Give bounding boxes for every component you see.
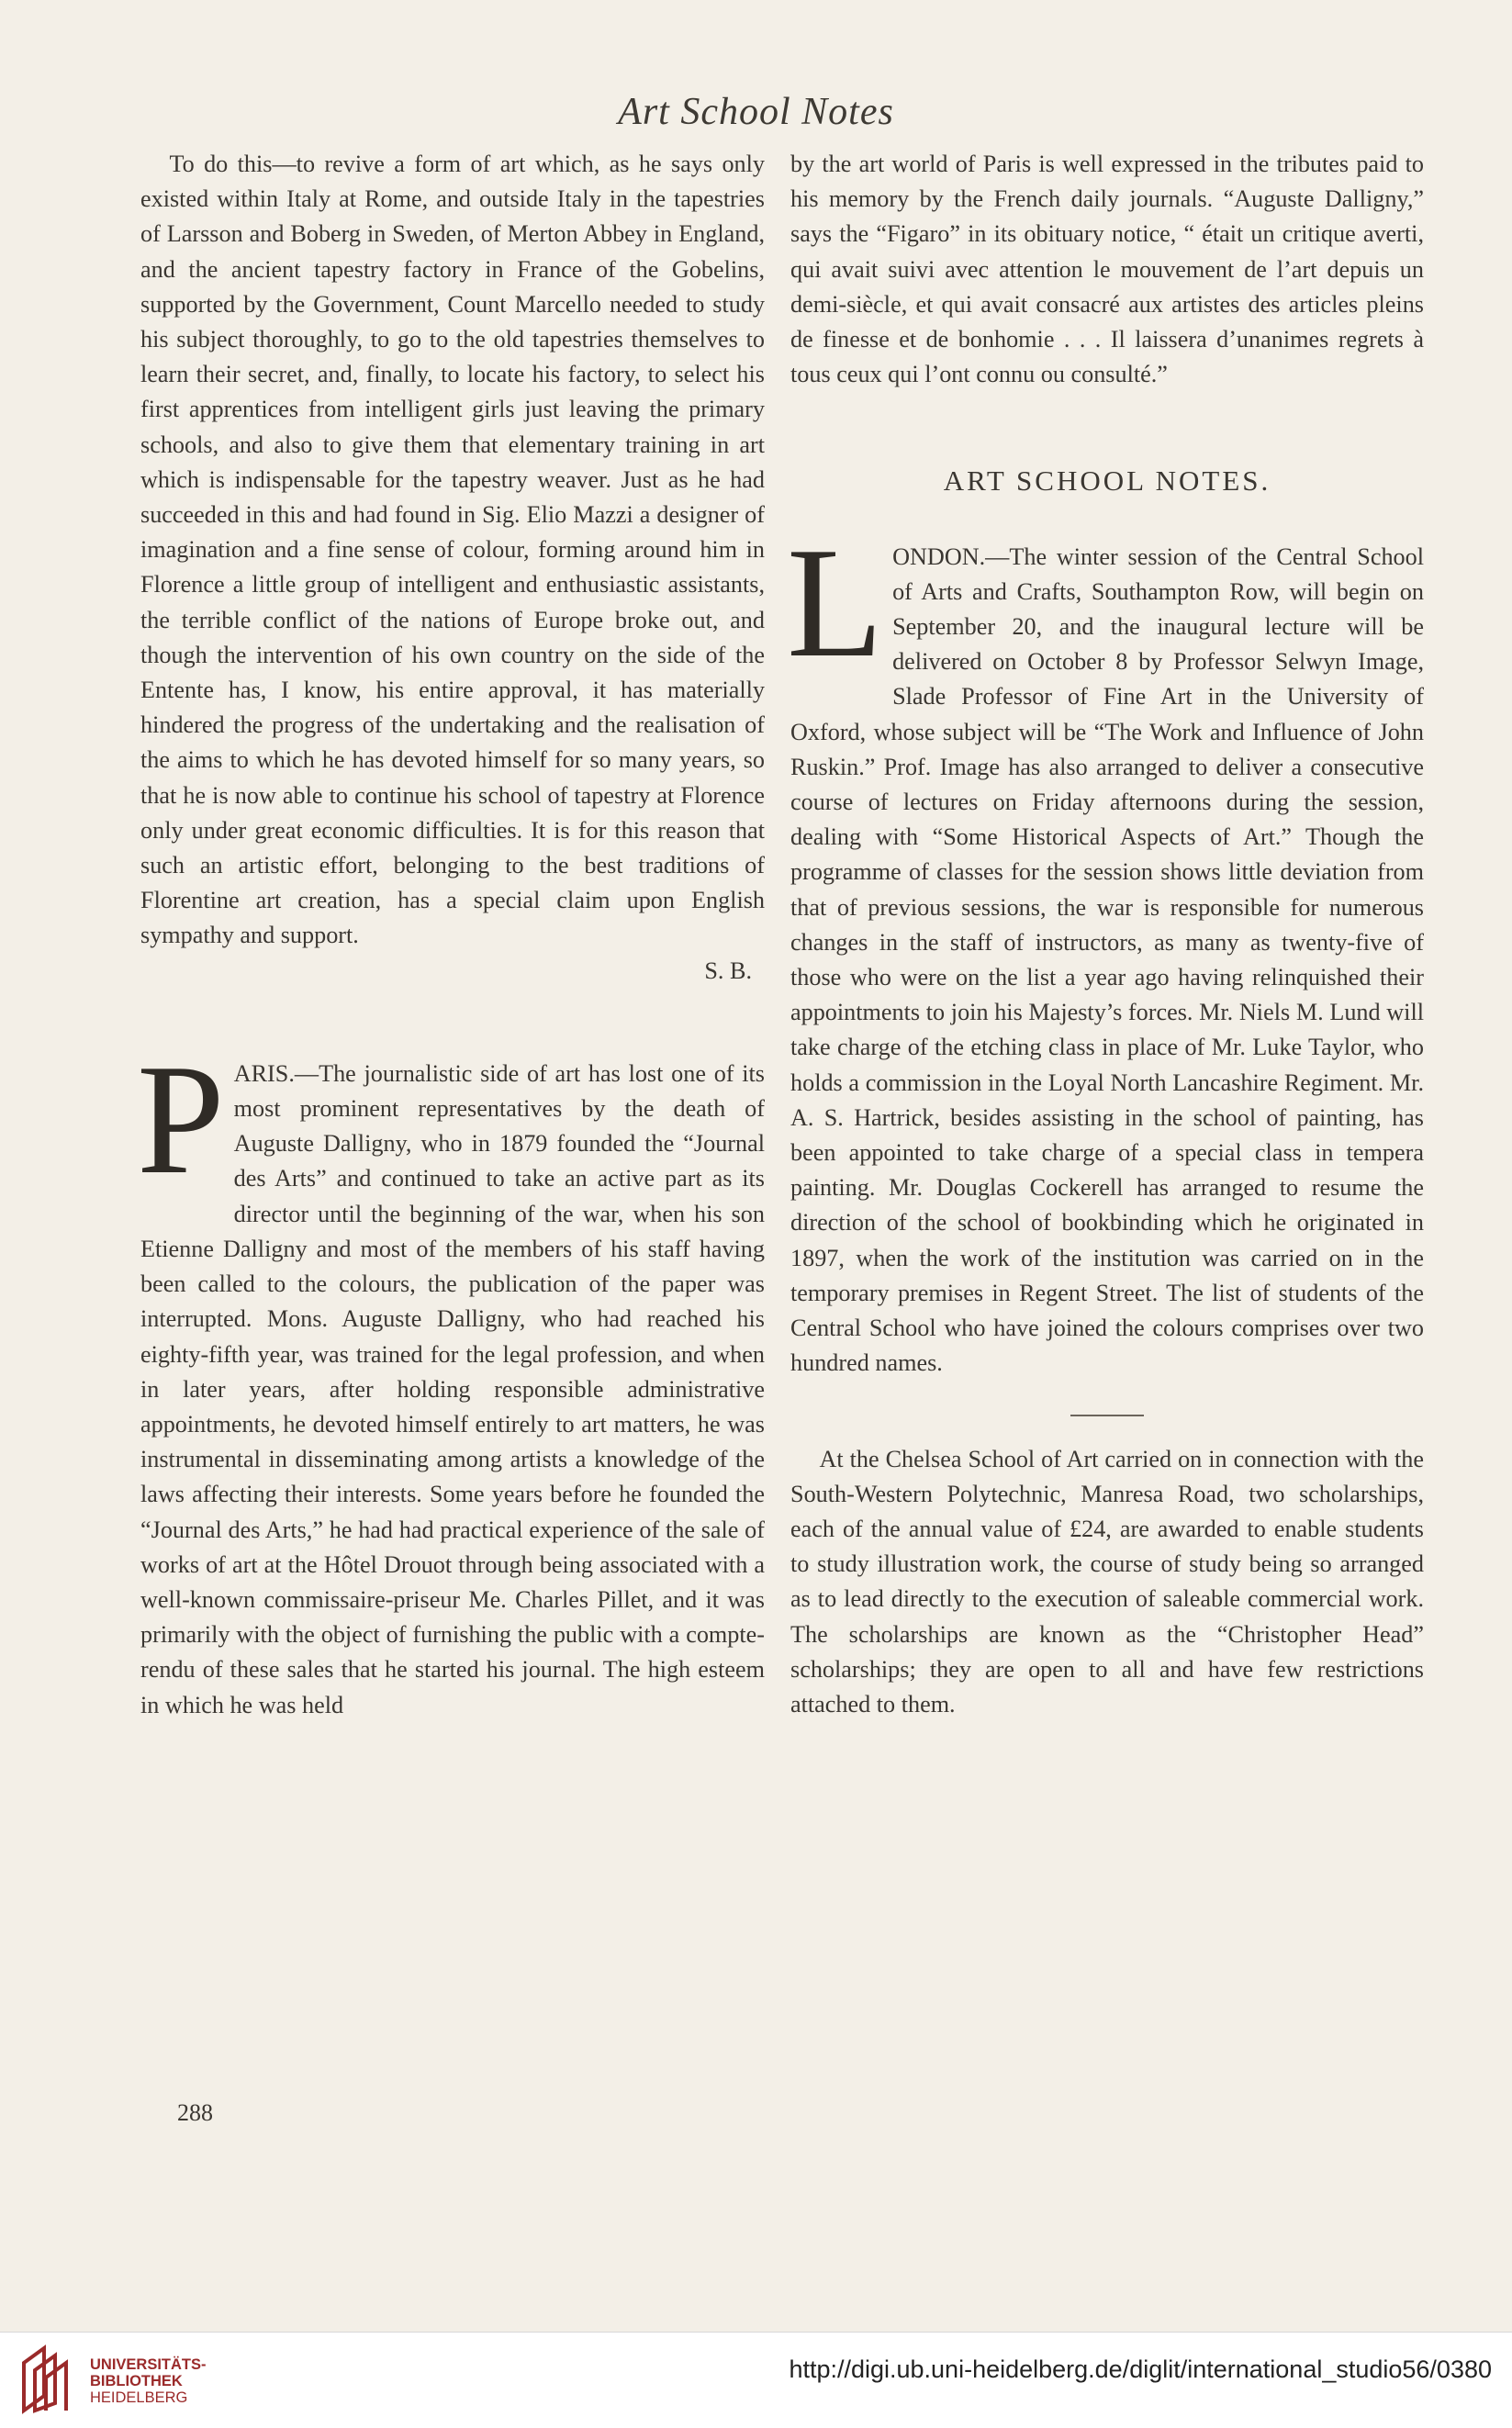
paris-continuation: by the art world of Paris is well expressed in the tributes paid to his memory by the French daily journals. “Auguste Dalligny,” says the “Figaro” in its obituary notice, “ était un critique averti, qui avait suivi avec attention le mouvement de l’art depuis un demi-siècle, et qui avait consacré aux artistes des articles pleins de finesse et de bonhomie . . . Il laissera d’unanimes regrets à tous ceux qui l’ont connu ou consulté.” <box>790 151 1424 388</box>
paris-text: ARIS.—The journalistic side of art has lost one of its most prominent representatives by the death of Auguste Dalligny, who in 1879 founded the “Journal des Arts” and continued to take an active part as its director until the beginning of the war, when his son Etienne Dalligny and most of the members of his staff having been called to the colours, the publication of the paper was interrupted. Mons. Auguste Dalligny, who had reached his eighty-fifth year, was trained for the legal profession, and when in later years, after holding responsible administrative appointments, he devoted himself entirely to art matters, he was instrumental in disseminating among artists a knowledge of the laws affecting their interests. Some years before he founded the “Journal des Arts,” he had had practical experience of the sale of works of art at the Hôtel Drouot through being associated with a well-known commissaire-priseur Me. Charles Pillet, and it was primarily with the object of furnishing the public with a compte-rendu of these sales that he started his journal. The high esteem in which he was held <box>140 1059 765 1718</box>
chelsea-paragraph: At the Chelsea School of Art carried on in connection with the South-Western Polytechnic, Manresa Road, two scholarships, each of the annual value of £24, are awarded to enable students to study illustration work, the course of study being so arranged as to lead directly to the execution of saleable commercial work. The scholarships are known as the “Christopher Head” scholarships; they are open to all and have few restrictions attached to them. <box>790 1445 1424 1718</box>
drop-cap-l: L <box>787 515 884 690</box>
section-heading: ART SCHOOL NOTES. <box>943 464 1271 498</box>
library-logo-icon <box>17 2343 73 2416</box>
running-head: Art School Notes <box>618 91 894 133</box>
library-name <box>90 2356 207 2406</box>
left-column <box>137 147 765 1723</box>
drop-cap-p: P <box>137 1032 225 1207</box>
paris-paragraph <box>137 1032 765 1723</box>
tapestry-paragraph: To do this—to revive a form of art which, as he says only existed within Italy at Rome, and outside Italy in the tapestries of Larsson and Boberg in Sweden, of Merton Abbey in England, and the ancient tapestry factory in France of the Gobelins, supported by the Government, Count Marcello needed to study his subject thoroughly, to go to the old tapestries themselves to learn their secret, and, finally, to locate his factory, to select his first apprentices from intelligent girls just leaving the primary schools, and also to give them that elementary training in art which is indispensable for the tapestry weaver. Just as he had succeeded in this and had found in Sig. Elio Mazzi a designer of imagination and a fine sense of colour, forming around him in Florence a little group of intelligent and enthusiastic assistants, the terrible conflict of the nations of Europe broke out, and though the intervention of his own country on the side of the Entente has, I know, his entire approval, it has materially hindered the progress of the undertaking and the realisation of the aims to which he has devoted himself for so many years, so that he is now able to continue his school of tapestry at Florence only under great economic difficulties. It is for this reason that such an artistic effort, belonging to the best traditions of Florentine art creation, has a special claim upon English sympathy and support. <box>140 151 765 949</box>
london-text: ONDON.—The winter session of the Central School of Arts and Crafts, Southampton Row, will begin on September 20, and the inaugural lecture will be delivered on October 8 by Professor Selwyn Image, Slade Professor of Fine Art in the University of Oxford, whose subject will be “The Work and Influence of John Ruskin.” Prof. Image has also arranged to deliver a consecutive course of lectures on Friday afternoons during the session, dealing with “Some Historical Aspects of Art.” Though the programme of classes for the session shows little deviation from that of previous sessions, the war is responsible for numerous changes in the staff of instructors, as many as twenty-five of those who were on the list a year ago having relinquished their appointments to join his Majesty’s forces. Mr. Niels M. Lund will take charge of the etching class in place of Mr. Luke Taylor, who holds a commission in the Loyal North Lancashire Regiment. Mr. A. S. Hartrick, besides assisting in the school of painting, has been appointed to take charge of a special class in tempera painting. Mr. Douglas Cockerell has arranged to resume the direction of the school of bookbinding which he originated in 1897, when the work of the institution was carried on in the temporary premises in Regent Street. The list of students of the Central School who have joined the colours comprises over two hundred names. <box>790 543 1424 1377</box>
library-line-1: UNIVERSITÄTS- <box>90 2356 207 2373</box>
source-url-link[interactable]: http://digi.ub.uni-heidelberg.de/diglit/international_studio56/0380 <box>789 2355 1492 2383</box>
london-paragraph <box>787 515 1424 1382</box>
signature: S. B. <box>704 957 752 984</box>
library-line-3: HEIDELBERG <box>90 2389 188 2406</box>
library-line-2: BIBLIOTHEK <box>90 2373 183 2389</box>
signature-line <box>140 954 765 989</box>
section-divider <box>1070 1415 1144 1416</box>
page-number: 288 <box>177 2099 213 2126</box>
right-column <box>787 147 1424 1722</box>
